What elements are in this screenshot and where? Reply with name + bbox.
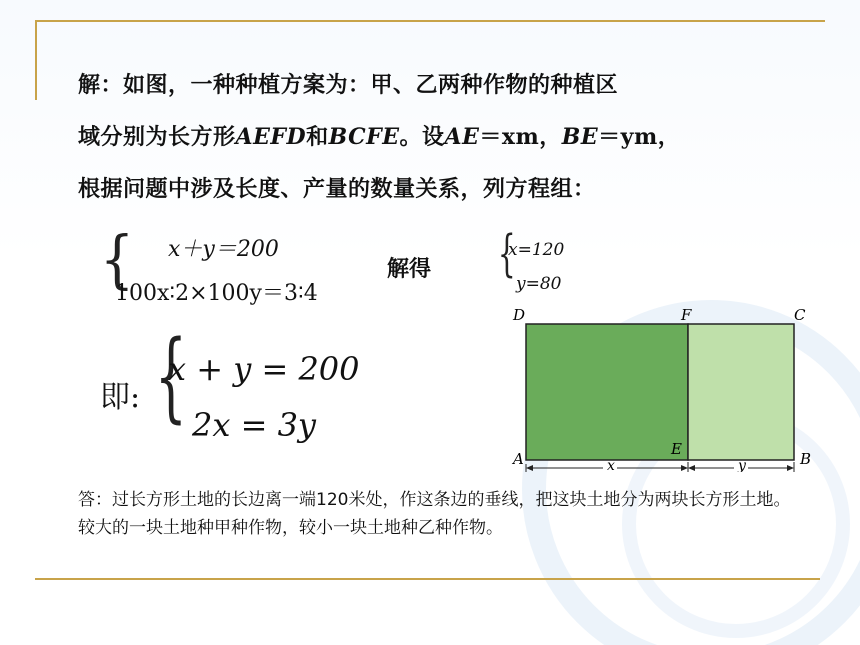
- brace-icon: {: [99, 223, 135, 297]
- equation-2: 2x = 3y: [192, 406, 316, 444]
- label-y: y: [738, 458, 746, 472]
- var-ym: ym: [620, 124, 658, 150]
- arrow-icon: [787, 465, 794, 471]
- rect-bcfe: BCFE: [328, 124, 400, 150]
- var-ae: AE: [444, 124, 480, 150]
- prefix-label: 即:: [100, 380, 141, 415]
- text-segment: 和: [306, 125, 329, 150]
- var-be: BE: [561, 124, 599, 150]
- answer-text: 答：过长方形土地的长边离一端120米处，作这条边的垂线，把这块土地分为两块长方形土地。较大的一块土地种甲种作物，较小一块土地种乙种作物。: [78, 490, 791, 538]
- solve-label: [387, 252, 431, 283]
- equation-1: x + y = 200: [168, 350, 360, 388]
- label-e: E: [671, 440, 682, 458]
- solution-line-2: [78, 120, 680, 151]
- var-xm: xm: [501, 124, 540, 150]
- text-segment: ＝: [598, 125, 621, 150]
- label-f: F: [681, 306, 692, 324]
- area-bcfe: [688, 324, 794, 460]
- text-segment: 域分别为长方形: [78, 125, 236, 150]
- solve-text: 解得: [387, 257, 432, 282]
- solution-line-1: 解：如图，一种种植方案为：甲、乙两种作物的种植区: [78, 73, 619, 98]
- equation-2: 100x∶2×100y＝3∶4: [115, 281, 318, 306]
- arrow-icon: [688, 465, 695, 471]
- label-x: x: [607, 458, 615, 472]
- field-diagram: [505, 302, 825, 472]
- result-y: y=80: [516, 274, 562, 294]
- arrow-icon: [681, 465, 688, 471]
- result-x: x=120: [508, 240, 565, 260]
- label-d: D: [513, 306, 526, 324]
- text-segment: ＝: [479, 125, 502, 150]
- brace-icon: {: [497, 225, 516, 283]
- bottom-frame-line: [35, 578, 820, 580]
- text-segment: ，: [657, 125, 681, 150]
- label-a: A: [513, 450, 524, 468]
- solution-line-3: 根据问题中涉及长度、产量的数量关系，列方程组：: [78, 177, 596, 202]
- top-frame-line: [35, 20, 825, 22]
- label-b: B: [800, 450, 812, 468]
- arrow-icon: [526, 465, 533, 471]
- brace-icon: {: [154, 319, 187, 433]
- rect-aefd: AEFD: [235, 124, 307, 150]
- text-segment: 。设: [399, 125, 445, 150]
- text-segment: ，: [539, 125, 562, 150]
- label-c: C: [794, 306, 806, 324]
- left-frame-line: [35, 20, 37, 100]
- equation-1: x＋y＝200: [168, 237, 279, 262]
- area-aefd: [526, 324, 688, 460]
